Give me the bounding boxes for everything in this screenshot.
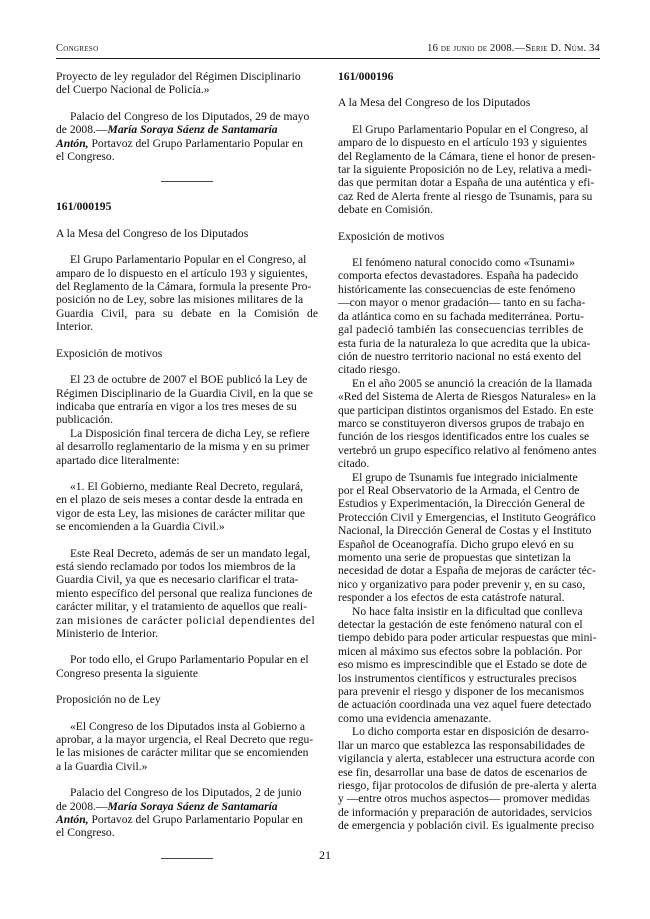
body-paragraph xyxy=(338,605,600,726)
text-line: de información y preparación de autoridades, servicios xyxy=(338,805,592,819)
text-line: zan misiones de carácter policial dependientes del xyxy=(56,613,316,627)
text-line: Por todo ello, el Grupo Parlamentario Popular en el xyxy=(70,653,309,667)
text-line: Régimen Disciplinario de la Guardia Civil, en la que se xyxy=(56,386,313,400)
signature-place-date: Palacio del Congreso de los Diputados, 29 de mayo xyxy=(70,109,310,123)
text-line: debate en Comisión. xyxy=(338,203,433,217)
signatory-role: Portavoz del Grupo Parlamentario Popular en xyxy=(88,136,303,150)
text-line: vertebró un grupo específico relativo al fenómeno antes xyxy=(338,443,597,457)
section-separator xyxy=(161,181,213,182)
section-heading: Exposición de motivos xyxy=(338,229,445,243)
text-line: del Reglamento de la Cámara, tiene el honor de presen- xyxy=(338,149,596,163)
text-line: El grupo de Tsunamis fue integrado inicialmente xyxy=(352,470,578,484)
text-line: se encomienden a la Guardia Civil.» xyxy=(56,520,225,534)
text-line: Guardia Civil, ya que es necesario clarificar el trata- xyxy=(56,573,299,587)
text-line: detectar la gestación de este fenómeno natural con el xyxy=(338,618,583,632)
text-line: está siendo reclamado por todos los miembros de la xyxy=(56,559,296,573)
text-line: del Reglamento de la Cámara, formula la presente Pro- xyxy=(56,280,312,294)
text-line: como una evidencia amenazante. xyxy=(338,711,492,725)
text-line: das que permitan dotar a España de una auténtica y efi- xyxy=(338,176,595,190)
text-line: del Cuerpo Nacional de Policía.» xyxy=(56,83,210,97)
signatory-name: María Soraya Sáenz de Santamaría xyxy=(107,799,278,813)
text-line: amparo de lo dispuesto en el artículo 193 y siguientes xyxy=(338,136,587,150)
text-line: los instrumentos científicos y estructurales precisos xyxy=(338,671,577,685)
left-column xyxy=(56,70,318,859)
text-line: No hace falta insistir en la dificultad que conlleva xyxy=(352,604,583,618)
text-line: «El Congreso de los Diputados insta al Gobierno a xyxy=(70,719,306,733)
text-line: necesidad de dotar a España de mejoras de carácter téc- xyxy=(338,564,596,578)
text-line: indicaba que entraría en vigor a los tres meses de su xyxy=(56,399,297,413)
signatory-role-end: el Congreso. xyxy=(56,150,115,164)
signatory-surname: Antón, xyxy=(56,813,89,827)
intro-paragraph xyxy=(338,123,600,217)
text-line: Nacional, la Dirección General de Costas y el Instituto xyxy=(338,524,592,538)
text-line: función de los riesgos identificados entre los cuales se xyxy=(338,430,590,444)
text-line: en el plazo de seis meses a contar desde la entrada en xyxy=(56,493,303,507)
text-line: riesgo, fijar protocolos de difusión de pre-alerta y alerta xyxy=(338,778,597,792)
text-line: «Red del Sistema de Alerta de Riesgos Naturales» en la xyxy=(338,390,596,404)
body-paragraph xyxy=(338,725,600,832)
body-paragraph xyxy=(338,471,600,605)
signatory-role-end: el Congreso. xyxy=(56,826,115,840)
text-line: El fenómeno natural conocido como «Tsunami» xyxy=(352,256,575,270)
text-line: El Grupo Parlamentario Popular en el Congreso, al xyxy=(70,253,307,267)
signature-block-2 xyxy=(56,786,318,840)
body-paragraph xyxy=(56,427,318,467)
text-line: le las misiones de carácter militar que se encomienden xyxy=(56,746,309,760)
text-line: Ministerio de Interior. xyxy=(56,627,159,640)
text-line: nico y organizativo para poder prevenir y, en su caso, xyxy=(338,577,586,591)
text-line: históricamente las consecuencias de este fenómeno xyxy=(338,282,576,296)
text-line: amparo de lo dispuesto en el artículo 193 y siguientes, xyxy=(56,266,308,280)
text-line: posición no de Ley, sobre las misiones militares de la xyxy=(56,293,304,307)
text-line: ese fin, desarrollar una base de datos de escenarios de xyxy=(338,765,588,779)
text-line: La Disposición final tercera de dicha Ley, se refiere xyxy=(70,426,310,440)
text-line: para prevenir el riesgo y disponer de los mecanismos xyxy=(338,685,584,699)
text-line: a la Guardia Civil.» xyxy=(56,759,148,773)
text-line: que participan distintos organismos del Estado. En este xyxy=(338,403,594,417)
text-line: de actuación coordinada una vez aquel fuere detectado xyxy=(338,698,592,712)
text-line: micen al máximo sus efectos sobre la población. Por xyxy=(338,644,582,658)
text-line: El 23 de octubre de 2007 el BOE publicó la Ley de xyxy=(70,373,308,387)
signature-date-end: de 2008.— xyxy=(56,799,108,813)
text-line: publicación. xyxy=(56,413,113,427)
text-line: al desarrollo reglamentario de la misma y en su primer xyxy=(56,440,310,454)
signatory-role: Portavoz del Grupo Parlamentario Popular en xyxy=(88,813,303,827)
text-line: tar la siguiente Proposición no de Ley, relativa a medi- xyxy=(338,163,592,177)
page-number: 21 xyxy=(319,848,331,862)
body-paragraph xyxy=(338,256,600,377)
text-line: citado riesgo. xyxy=(338,363,401,377)
text-line: Congreso presenta la siguiente xyxy=(56,666,198,680)
text-line: Lo dicho comporta estar en disposición de desarro- xyxy=(352,725,590,739)
body-paragraph xyxy=(338,377,600,471)
text-line: Español de Oceanografía. Dicho grupo elevó en su xyxy=(338,537,574,551)
signature-date-end: de 2008.— xyxy=(56,123,108,137)
text-line: El Grupo Parlamentario Popular en el Congreso, al xyxy=(352,122,589,136)
addressee: A la Mesa del Congreso de los Diputados xyxy=(56,226,249,240)
text-line: gal padeció también las consecuencias terribles de xyxy=(338,323,584,337)
text-line: «1. El Gobierno, mediante Real Decreto, regulará, xyxy=(70,479,304,493)
text-line: ción de nuestro territorio nacional no está exento del xyxy=(338,349,582,363)
text-line: tiempo debido para poder articular respuestas que mini- xyxy=(338,631,597,645)
body-paragraph xyxy=(56,373,318,427)
text-line: esta furia de la naturaleza lo que acredita que la ubica- xyxy=(338,336,591,350)
expediente-number: 161/000196 xyxy=(338,70,394,83)
text-line: momento una serie de propuestas que sintetizan la xyxy=(338,551,571,564)
text-line: carácter militar, y el tratamiento de aquellos que reali- xyxy=(56,600,307,614)
text-line: —con mayor o menor gradación— tanto en su facha- xyxy=(338,296,586,310)
text-line: Guardia Civil, para su debate en la Comisión de Interior. xyxy=(56,306,318,334)
expediente-number: 161/000195 xyxy=(56,200,112,214)
intro-fragment xyxy=(56,70,318,97)
text-line: eso mismo es imprescindible que el Estado se dote de xyxy=(338,658,587,672)
body-paragraph xyxy=(56,653,318,680)
section-heading: Proposición no de Ley xyxy=(56,693,161,707)
text-line: apartado dice literalmente: xyxy=(56,453,180,467)
signatory-name: María Soraya Sáenz de Santamaría xyxy=(107,123,278,137)
text-line: Estudios y Experimentación, la Dirección General de xyxy=(338,497,585,511)
intro-paragraph xyxy=(56,253,318,333)
signatory-surname: Antón, xyxy=(56,136,89,150)
text-line: y —entre otros muchos aspectos— promover medidas xyxy=(338,792,590,806)
text-line: comporta efectos devastadores. España ha padecido xyxy=(338,269,579,283)
text-line: por el Real Observatorio de la Armada, el Centro de xyxy=(338,483,580,497)
running-header xyxy=(56,42,600,56)
text-line: vigor de esta Ley, las misiones de carácter militar que xyxy=(56,506,306,520)
text-line: de emergencia y población civil. Es igualmente preciso xyxy=(338,819,595,833)
text-line: caz Red de Alerta frente al riesgo de Tsunamis, para su xyxy=(338,189,593,203)
text-line: llar un marco que establezca las responsabilidades de xyxy=(338,738,585,752)
signature-place-date: Palacio del Congreso de los Diputados, 2 de junio xyxy=(70,786,302,800)
text-line: vigilancia y alerta, establecer una estructura acorde con xyxy=(338,752,595,766)
header-publication: Congreso xyxy=(56,43,99,54)
text-line: Proyecto de ley regulador del Régimen Disciplinario xyxy=(56,70,301,83)
header-date-series: 16 de junio de 2008.—Serie D. Núm. 34 xyxy=(427,43,600,54)
header-rule xyxy=(56,58,600,59)
text-line: marco se constituyeron diversos grupos de trabajo en xyxy=(338,416,585,430)
proposal-text xyxy=(56,720,318,774)
addressee: A la Mesa del Congreso de los Diputados xyxy=(338,96,531,110)
text-line: Protección Civil y Emergencias, el Instituto Geográfico xyxy=(338,510,596,524)
text-line: da atlántica como en su fachada mediterránea. Portu- xyxy=(338,309,584,323)
text-line: En el año 2005 se anunció la creación de la llamada xyxy=(352,376,593,390)
signature-block-1 xyxy=(56,110,318,164)
text-line: aprobar, a la mayor urgencia, el Real Decreto que regu- xyxy=(56,733,314,747)
block-quote xyxy=(56,480,318,534)
section-heading: Exposición de motivos xyxy=(56,346,163,360)
text-line: miento específico del personal que realiza funciones de xyxy=(56,586,313,600)
text-line: citado. xyxy=(338,457,370,471)
right-column xyxy=(338,70,600,833)
text-line: Este Real Decreto, además de ser un mandato legal, xyxy=(70,546,311,560)
text-line: responder a los efectos de esta catástrofe natural. xyxy=(338,591,565,605)
body-paragraph xyxy=(56,547,318,641)
